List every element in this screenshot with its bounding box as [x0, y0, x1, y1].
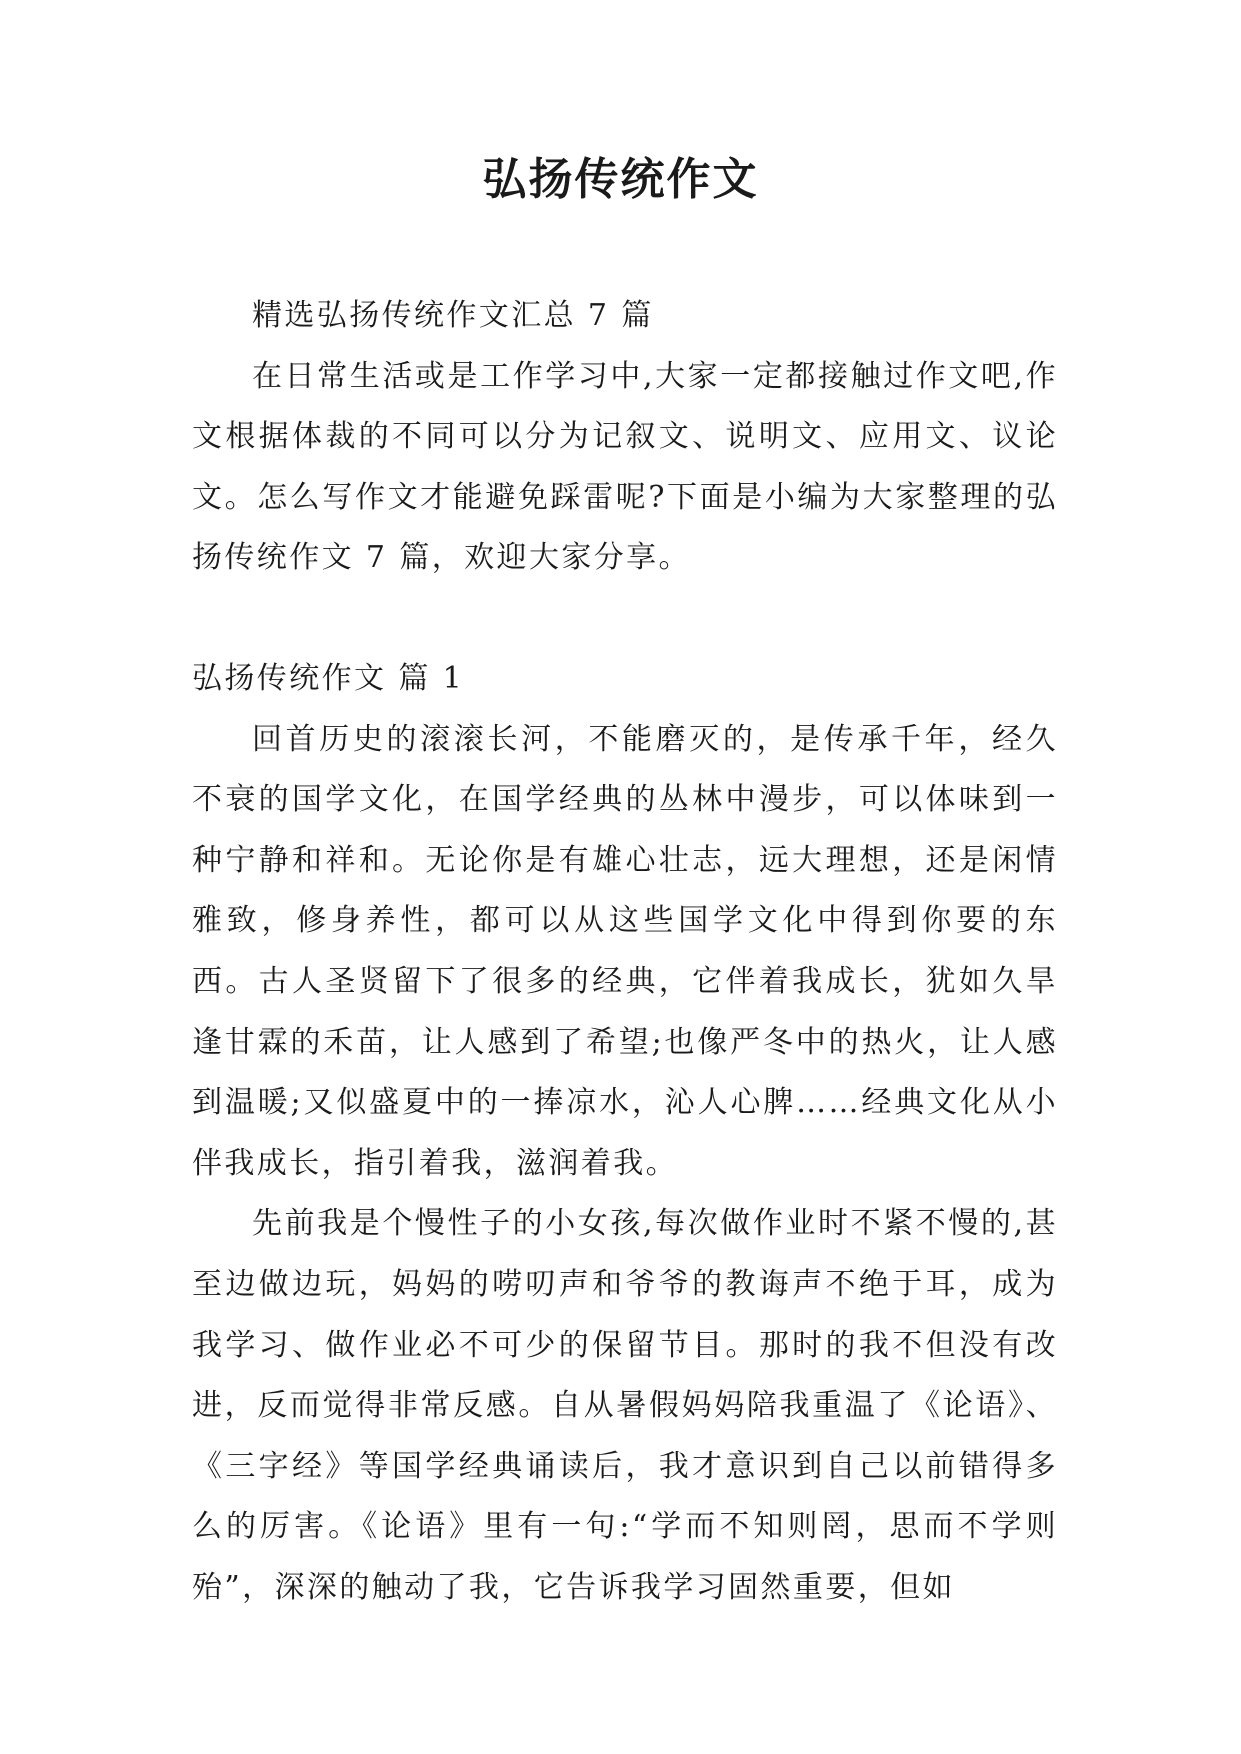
- body-paragraph: 回首历史的滚滚长河，不能磨灭的，是传承千年，经久不衰的国学文化，在国学经典的丛林中漫步，可以体味到一种宁静和祥和。无论你是有雄心壮志，远大理想，还是闲情雅致，修身养性，都可以从这些国学文化中得到你要的东西。古人圣贤留下了很多的经典，它伴着我成长，犹如久旱逢甘霖的禾苗，让人感到了希望;也像严冬中的热火，让人感到温暖;又似盛夏中的一捧凉水，沁人心脾……经典文化从小伴我成长，指引着我，滋润着我。: [192, 721, 1058, 1181]
- section-heading: 弘扬传统作文 篇 1: [192, 660, 465, 696]
- document-subtitle: 精选弘扬传统作文汇总 7 篇: [252, 298, 654, 333]
- body-paragraph: 先前我是个慢性子的小女孩,每次做作业时不紧不慢的,甚至边做边玩，妈妈的唠叨声和爷爷的教诲声不绝于耳，成为我学习、做作业必不可少的保留节目。那时的我不但没有改进，反而觉得非常反感。自从暑假妈妈陪我重温了《论语》、《三字经》等国学经典诵读后，我才意识到自己以前错得多么的厉害。《论语》里有一句:“学而不知则罔，思而不学则殆”，深深的触动了我，它告诉我学习固然重要，但如: [192, 1206, 1058, 1605]
- intro-paragraph: 在日常生活或是工作学习中,大家一定都接触过作文吧,作文根据体裁的不同可以分为记叙文、说明文、应用文、议论文。怎么写作文才能避免踩雷呢?下面是小编为大家整理的弘扬传统作文 7 篇，欢迎大家分享。: [192, 358, 1058, 576]
- document-body: [192, 286, 1058, 1618]
- document-title: 弘扬传统作文: [482, 154, 759, 205]
